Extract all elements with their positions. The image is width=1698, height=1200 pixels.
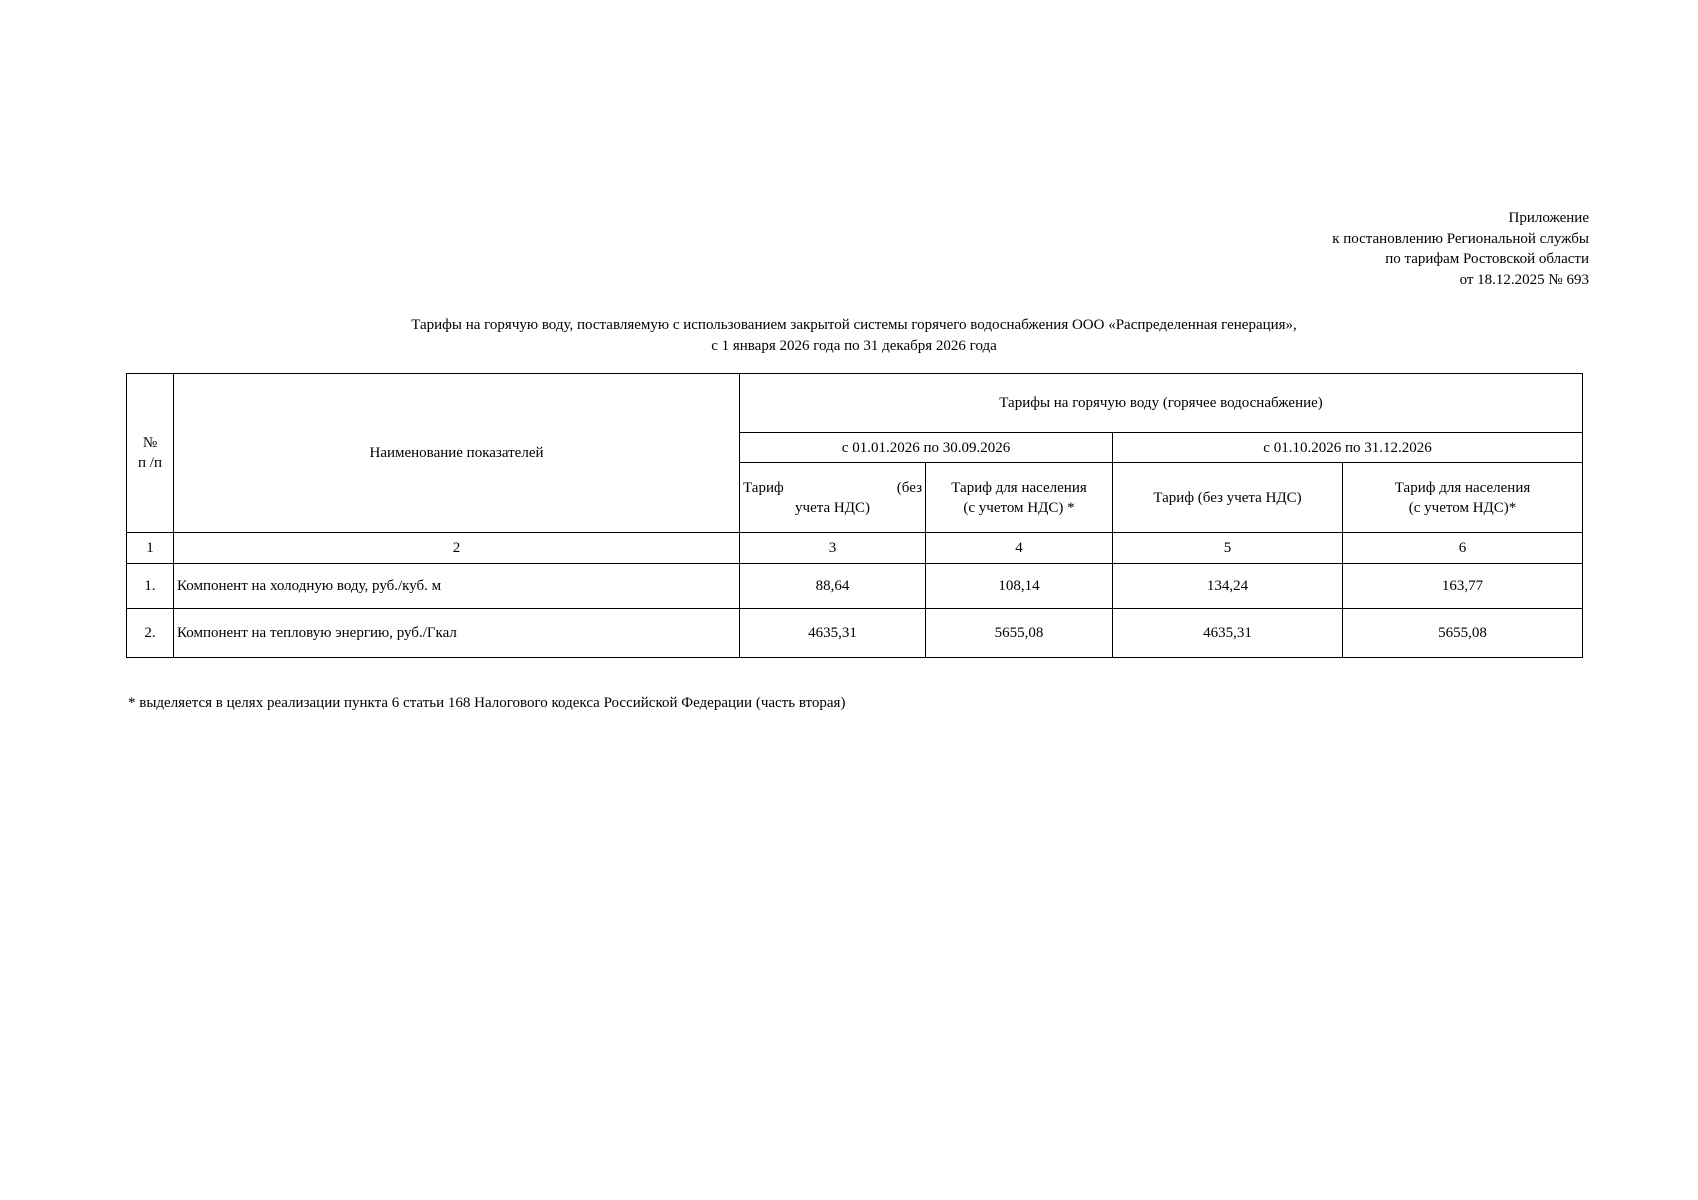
title-line: Тарифы на горячую воду, поставляемую с использованием закрытой системы горячего водоснабжения ООО «Распределенная генерация», — [411, 317, 1297, 333]
appendix-line: к постановлению Региональной службы — [1332, 230, 1589, 247]
header-p2-tariff: Тариф (без учета НДС) — [1113, 463, 1343, 533]
row-value: 5655,08 — [926, 609, 1113, 658]
row-value: 4635,31 — [740, 609, 926, 658]
row-value: 5655,08 — [1343, 609, 1583, 658]
row-name: Компонент на тепловую энергию, руб./Гкал — [174, 609, 740, 658]
appendix-line: от 18.12.2025 № 693 — [1459, 271, 1589, 288]
table-row — [127, 609, 1583, 658]
column-number: 5 — [1113, 533, 1343, 564]
header-p1-tariff: Тариф (без учета НДС) — [740, 463, 926, 533]
footnote: * выделяется в целях реализации пункта 6 статьи 168 Налогового кодекса Российской Федерации (часть вторая) — [128, 695, 846, 711]
row-number: 1. — [127, 564, 174, 609]
row-value: 108,14 — [926, 564, 1113, 609]
appendix-block — [1169, 208, 1589, 290]
header-period-1: с 01.01.2026 по 30.09.2026 — [740, 433, 1113, 463]
header-period-2: с 01.10.2026 по 31.12.2026 — [1113, 433, 1583, 463]
column-number: 1 — [127, 533, 174, 564]
header-p1-population: Тариф для населения (с учетом НДС) * — [926, 463, 1113, 533]
header-name-cell: Наименование показателей — [174, 374, 740, 533]
title-line: с 1 января 2026 года по 31 декабря 2026 года — [711, 338, 997, 354]
column-number: 2 — [174, 533, 740, 564]
header-number-cell: № п /п — [127, 374, 174, 533]
row-name: Компонент на холодную воду, руб./куб. м — [174, 564, 740, 609]
row-value: 88,64 — [740, 564, 926, 609]
document-title — [126, 315, 1582, 357]
row-value: 134,24 — [1113, 564, 1343, 609]
row-value: 4635,31 — [1113, 609, 1343, 658]
appendix-line: Приложение — [1508, 210, 1589, 226]
tariff-table — [126, 373, 1583, 658]
column-number: 3 — [740, 533, 926, 564]
appendix-line: по тарифам Ростовской области — [1385, 251, 1589, 267]
header-group-cell: Тарифы на горячую воду (горячее водоснабжение) — [740, 374, 1583, 433]
table-row — [127, 564, 1583, 609]
column-number-row — [127, 533, 1583, 564]
header-p2-population: Тариф для населения (с учетом НДС)* — [1343, 463, 1583, 533]
column-number: 6 — [1343, 533, 1583, 564]
row-number: 2. — [127, 609, 174, 658]
row-value: 163,77 — [1343, 564, 1583, 609]
column-number: 4 — [926, 533, 1113, 564]
